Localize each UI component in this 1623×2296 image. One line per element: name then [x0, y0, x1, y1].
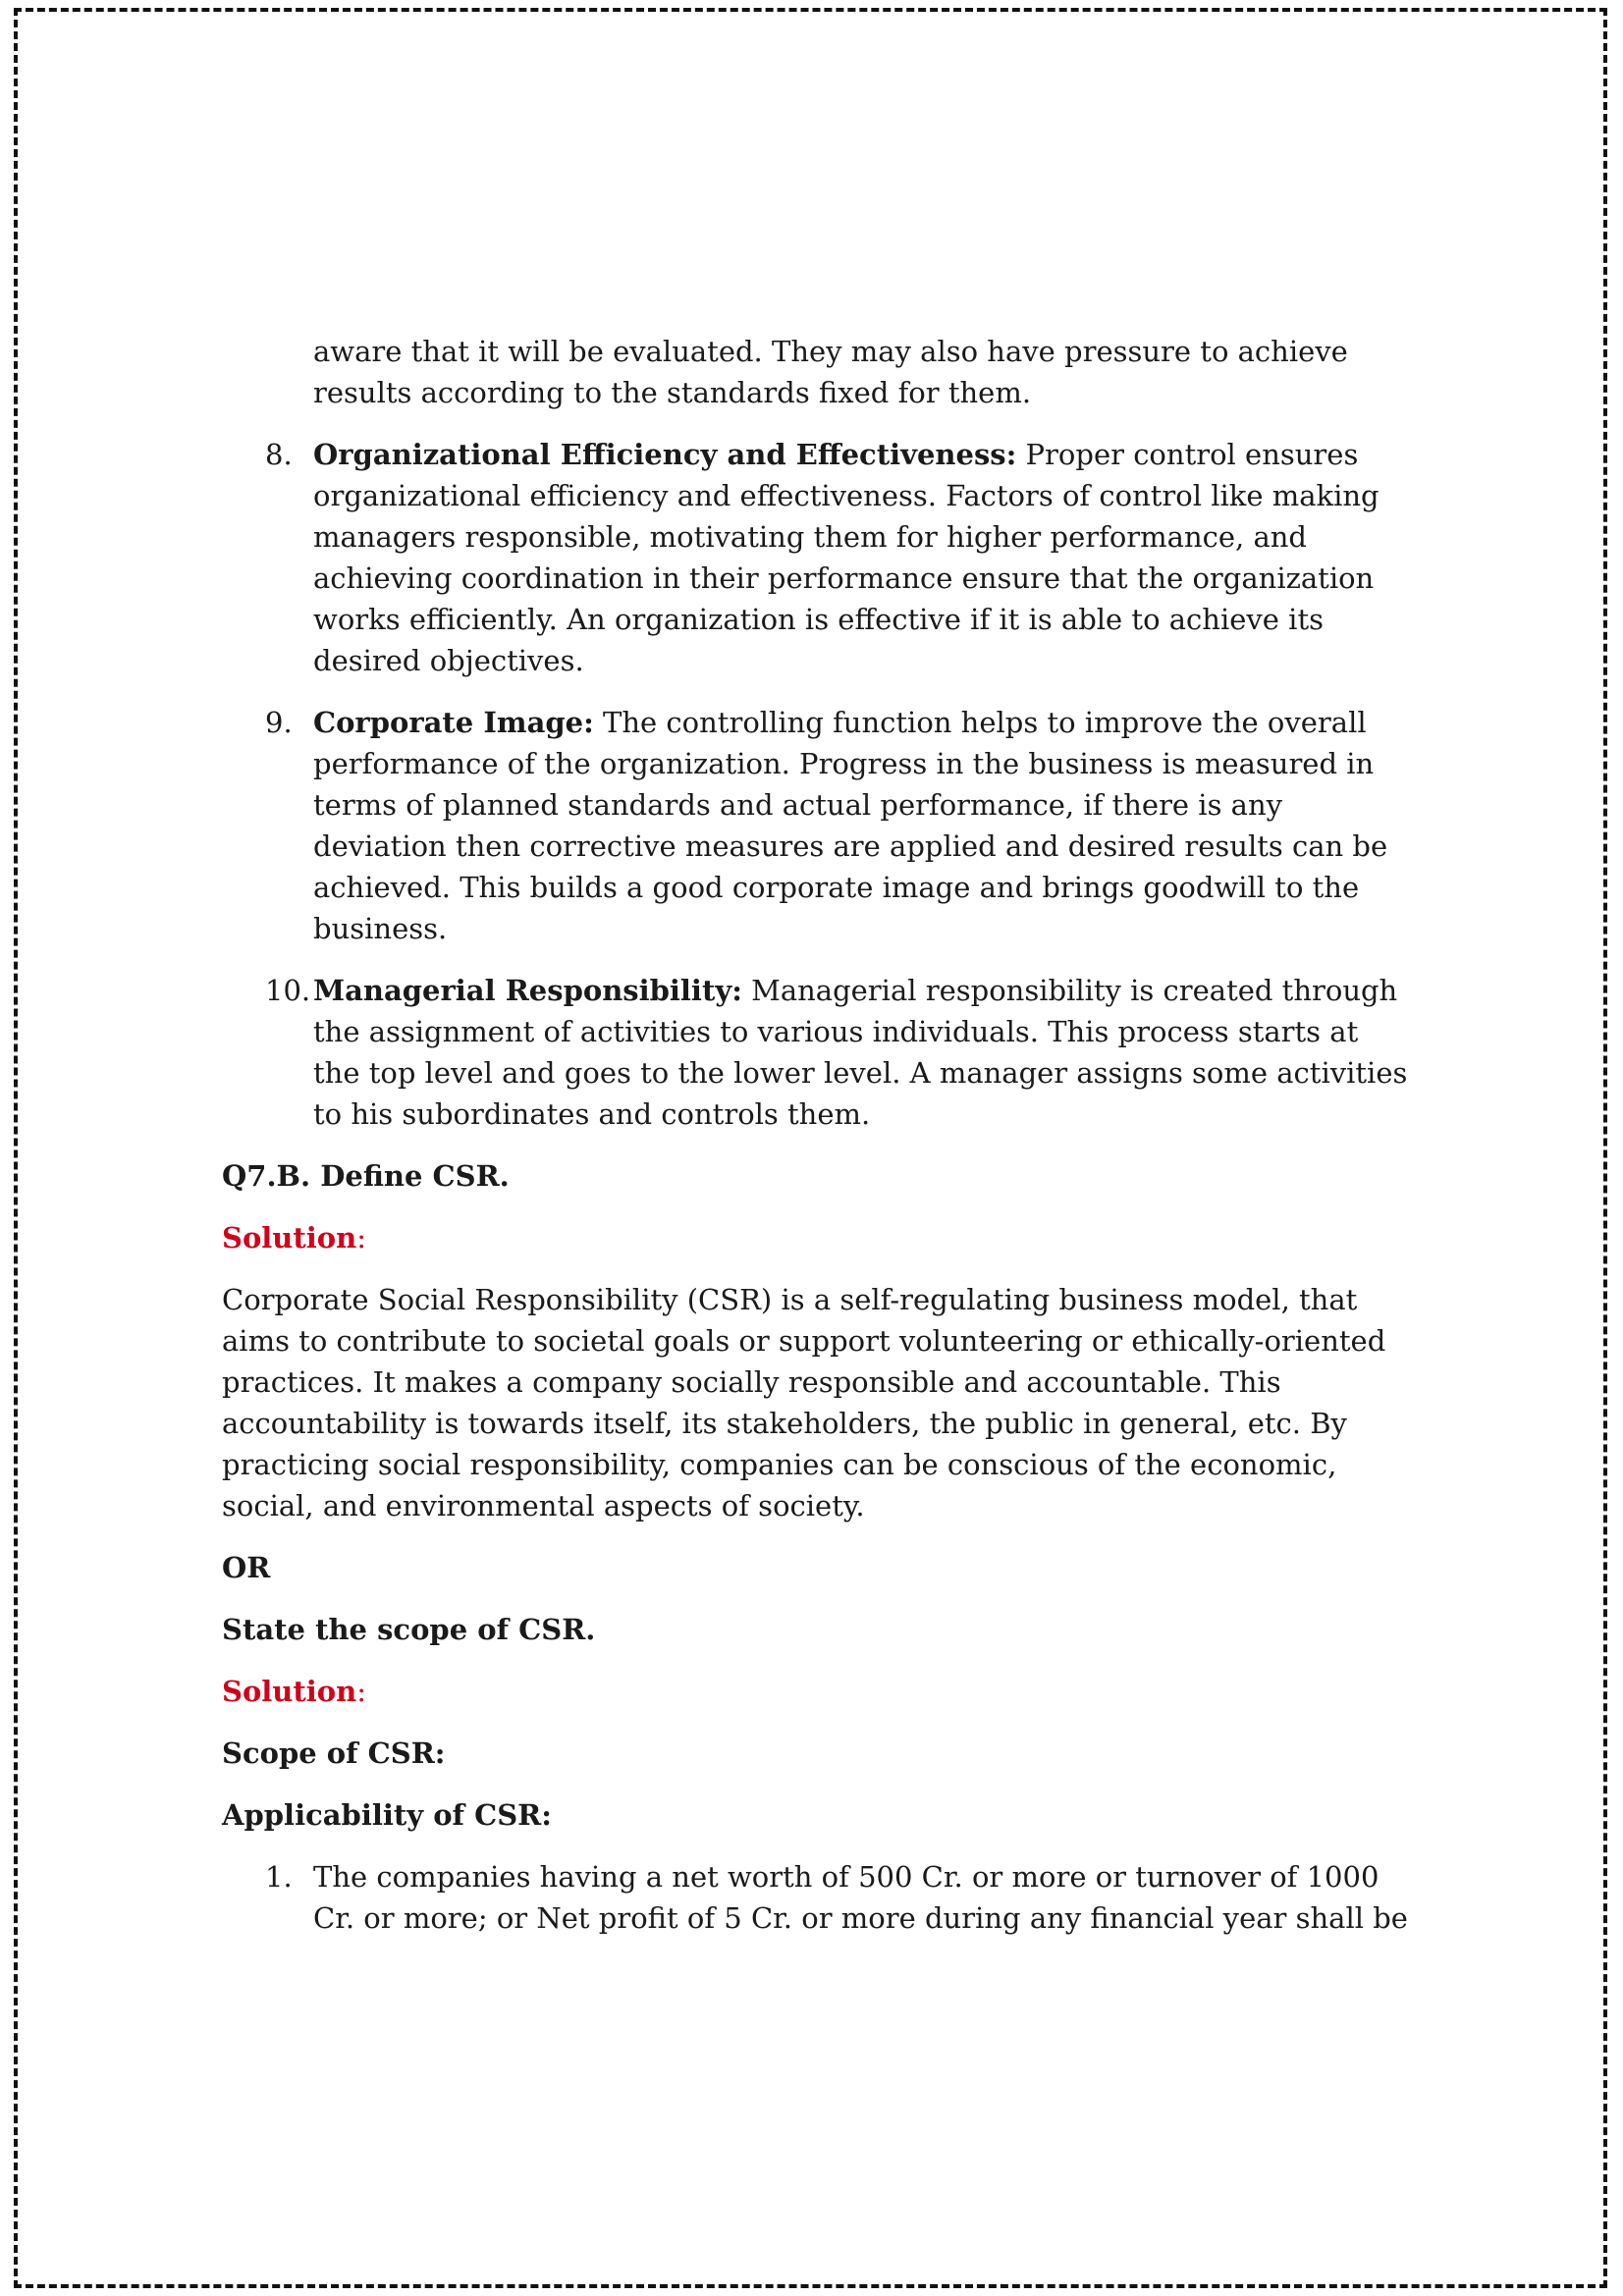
- list-item-body: [313, 702, 1410, 949]
- solution-label-text: Solution: [222, 1675, 357, 1708]
- list-item-number: 9.: [265, 706, 293, 739]
- list-item-title: Corporate Image:: [313, 706, 594, 739]
- list-item: [222, 1856, 1410, 1939]
- solution-colon: :: [356, 1675, 367, 1708]
- solution-label: [222, 1217, 1410, 1258]
- question-heading: Q7.B. Define CSR.: [222, 1159, 510, 1193]
- answer-paragraph: Corporate Social Responsibility (CSR) is a self-regulating business model, that aims to contribute to societal goals or support volunteering or ethically-oriented practices. It makes a company socially responsible and accountable. This accountability is towards itself, its stakeholders, the public in general, etc. By practicing social responsibility, companies can be conscious of the economic, social, and environmental aspects of society.: [222, 1283, 1386, 1522]
- list-item: [222, 434, 1410, 681]
- list-item-body: [313, 434, 1410, 681]
- solution-label-text: Solution: [222, 1221, 357, 1255]
- list-item: [222, 702, 1410, 949]
- continuation-text: aware that it will be evaluated. They may also have pressure to achieve results according to the standards fixed for them.: [313, 335, 1348, 409]
- document-body: [222, 331, 1410, 1959]
- list-item-body: [313, 970, 1410, 1135]
- or-label: OR: [222, 1551, 271, 1584]
- list-item-text: The companies having a net worth of 500 Cr. or more or turnover of 1000 Cr. or more; or Net profit of 5 Cr. or more during any financial year shall be: [313, 1860, 1408, 1935]
- list-item-number: 10.: [265, 974, 311, 1007]
- solution-colon: :: [356, 1221, 367, 1255]
- list-item-number: 8.: [265, 438, 293, 471]
- scope-heading: Scope of CSR:: [222, 1736, 446, 1770]
- list-item-title: Managerial Responsibility:: [313, 974, 742, 1007]
- applicability-heading: Applicability of CSR:: [222, 1798, 552, 1832]
- list-item-text: Managerial responsibility is created through the assignment of activities to various individuals. This process starts at the top level and goes to the lower level. A manager assigns some activities to his subordinates and controls them.: [313, 974, 1408, 1131]
- list-item-title: Organizational Efficiency and Effectiveness:: [313, 438, 1017, 471]
- list-item-text: The controlling function helps to improve the overall performance of the organization. Progress in the business is measured in terms of planned standards and actual performance, if there is any deviation then corrective measures are applied and desired results can be achieved. This builds a good corporate image and brings goodwill to the business.: [313, 706, 1388, 945]
- solution-label: [222, 1671, 1410, 1712]
- list-item-number: 1.: [265, 1860, 293, 1894]
- question-heading-alt: State the scope of CSR.: [222, 1613, 596, 1646]
- list-item: [222, 970, 1410, 1135]
- list-item-text: Proper control ensures organizational efficiency and effectiveness. Factors of control like making managers responsible, motivating them for higher performance, and achieving coordination in their performance ensure that the organization works efficiently. An organization is effective if it is able to achieve its desired objectives.: [313, 438, 1380, 677]
